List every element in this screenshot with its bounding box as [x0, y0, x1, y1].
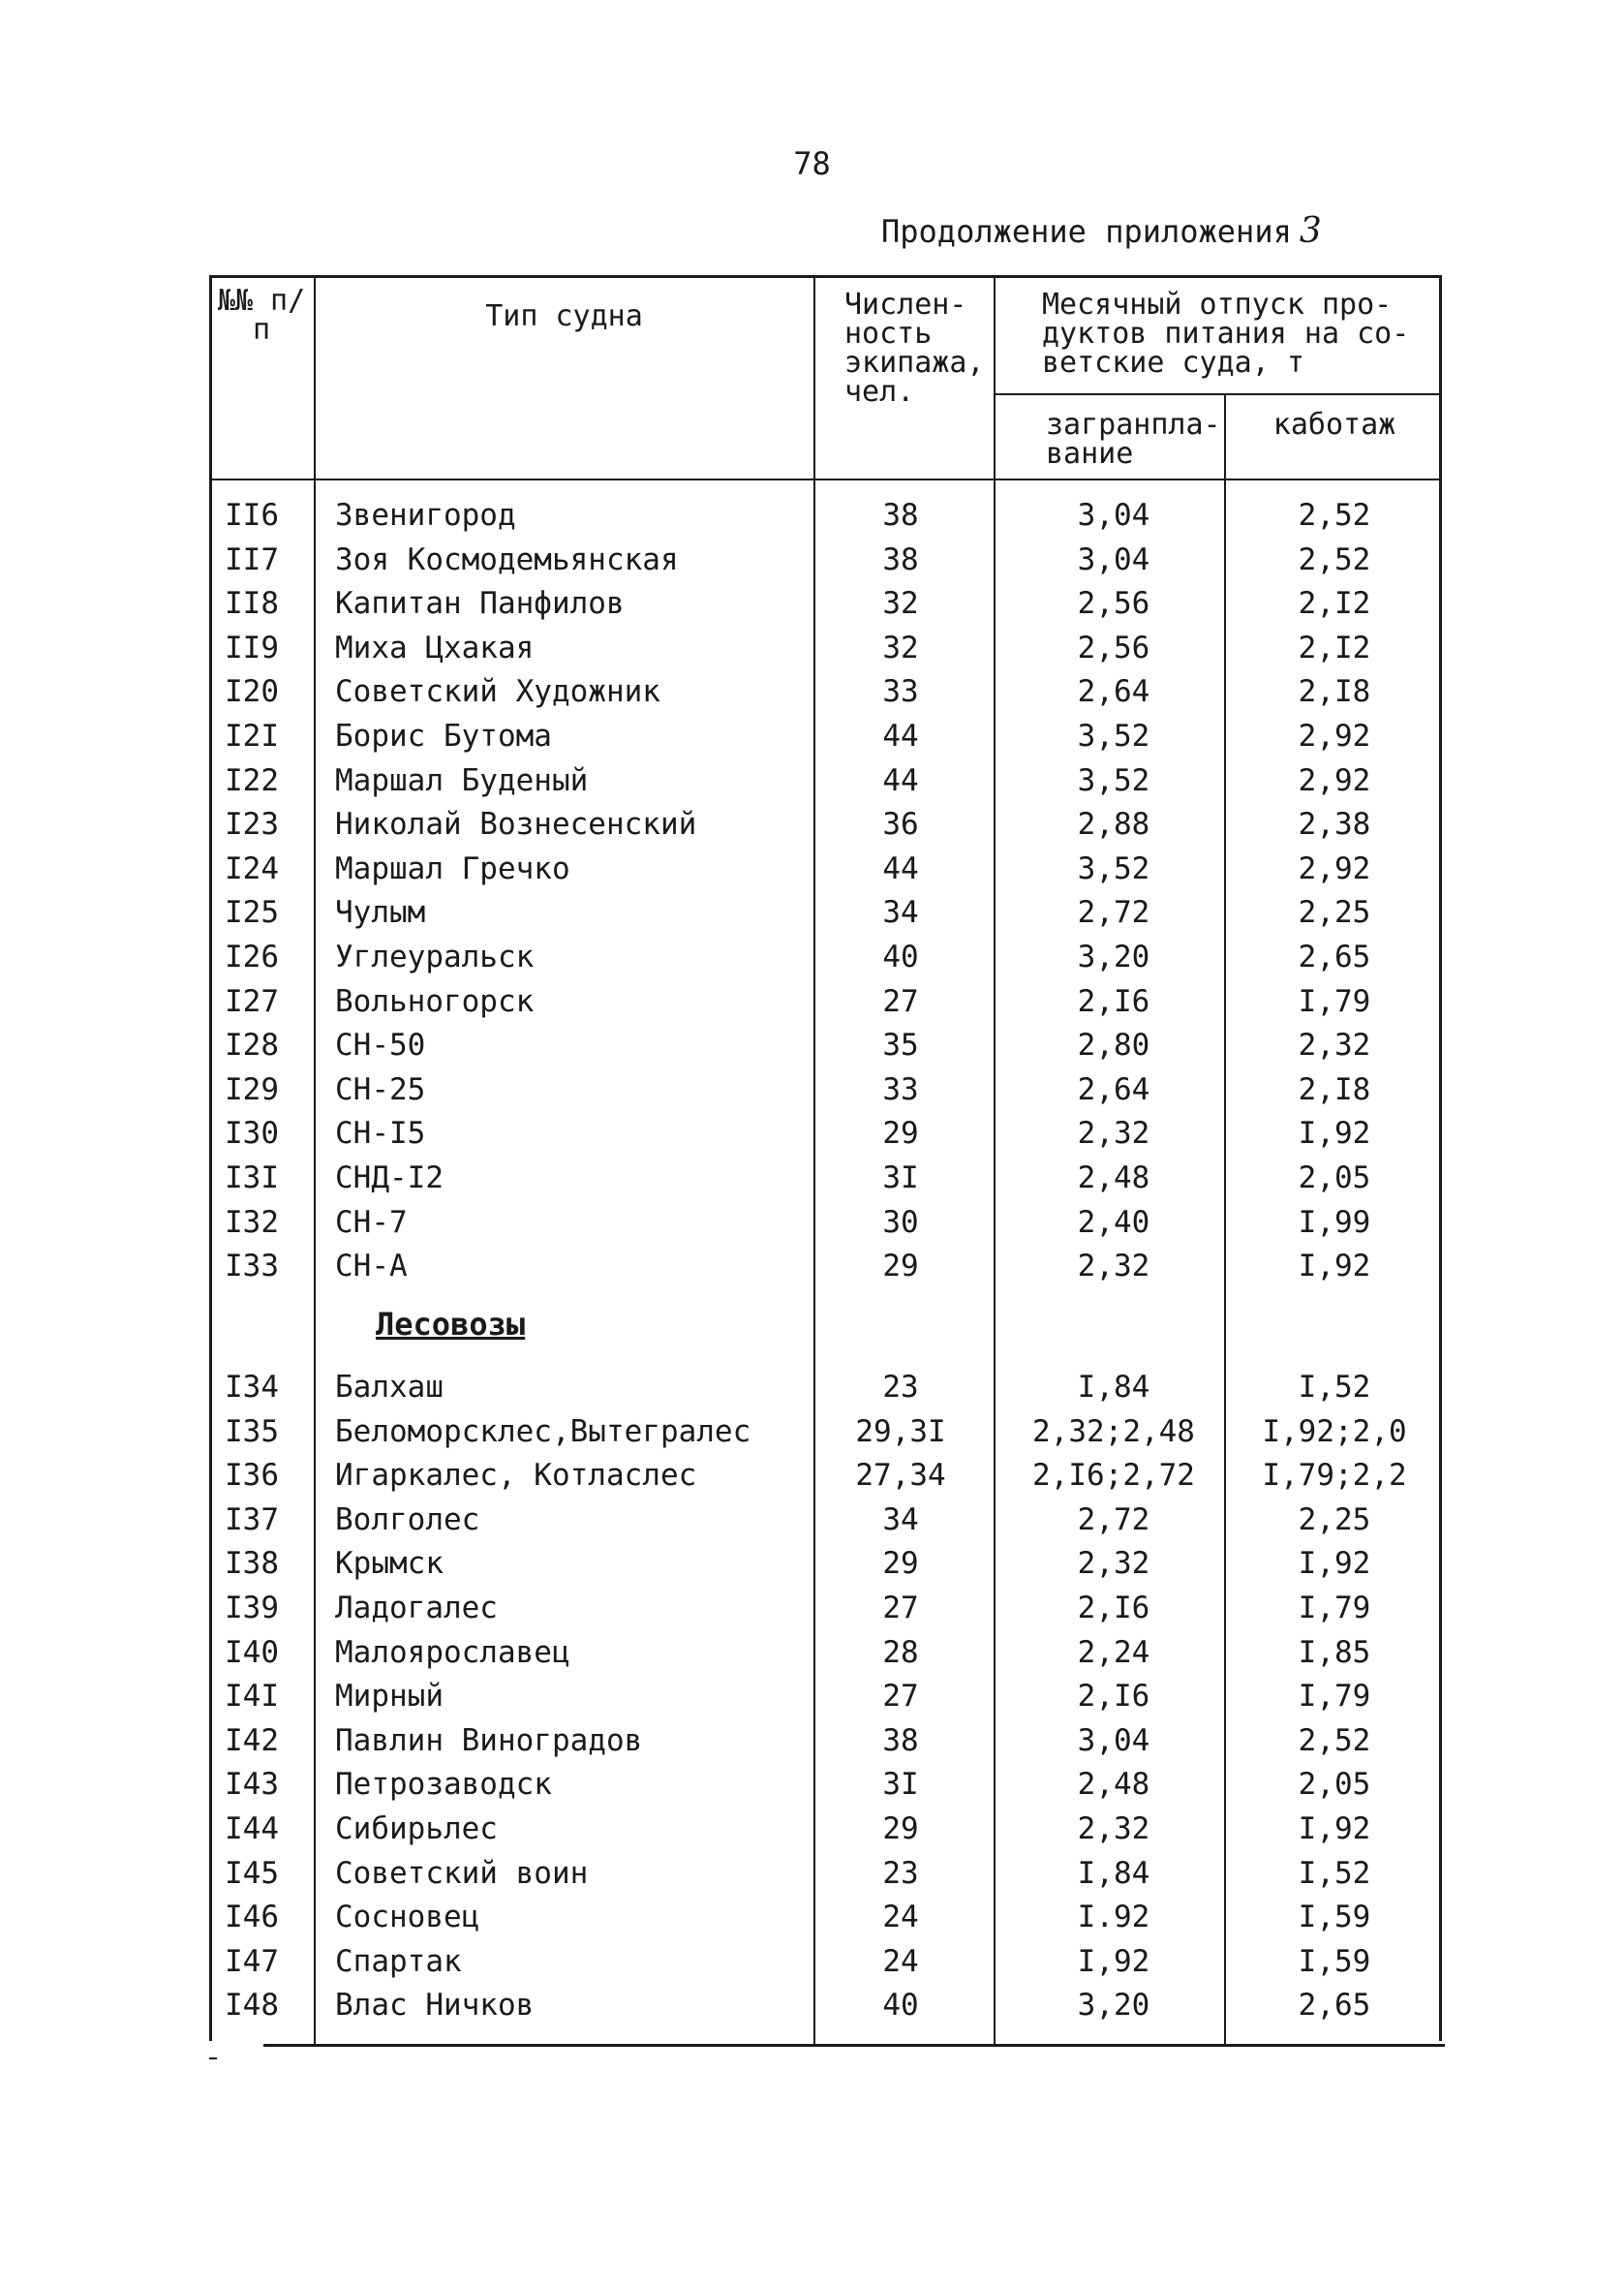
- crew-count: 3I: [882, 1767, 919, 1803]
- coastal-value: I,79: [1298, 983, 1371, 1019]
- ship-name: Советский воин: [335, 1855, 589, 1891]
- crew-count: 24: [882, 1900, 919, 1935]
- ship-name: Малоярославец: [335, 1634, 570, 1670]
- row-number: I34: [225, 1370, 279, 1405]
- ship-name: Сосновец: [335, 1900, 480, 1935]
- abroad-value: I.92: [1077, 1900, 1150, 1935]
- crew-count: 32: [882, 586, 919, 622]
- row-number: I4I: [225, 1679, 279, 1715]
- ship-name: Влас Ничков: [335, 1988, 535, 2024]
- ship-name: СНД-I2: [335, 1160, 444, 1195]
- abroad-value: 3,52: [1077, 719, 1150, 754]
- coastal-value: I,79;2,2: [1262, 1458, 1407, 1494]
- ship-name: Ладогалес: [335, 1591, 498, 1625]
- ship-name: Крымск: [335, 1546, 444, 1582]
- ship-name: СН-I5: [335, 1116, 426, 1152]
- row-number: I24: [225, 850, 279, 886]
- coastal-value: I,92: [1298, 1811, 1371, 1846]
- abroad-value: 3,52: [1077, 850, 1150, 886]
- row-number: I42: [225, 1722, 279, 1758]
- abroad-value: 3,04: [1077, 541, 1150, 577]
- margin-tick: [209, 2057, 217, 2059]
- appendix-number: 3: [1299, 211, 1322, 251]
- abroad-value: 2,32: [1077, 1546, 1150, 1582]
- ship-name: Волголес: [335, 1501, 480, 1537]
- abroad-value: 3,04: [1077, 1722, 1150, 1758]
- header-num: №№ п/п: [217, 284, 306, 347]
- row-number: I27: [225, 983, 279, 1019]
- crew-count: 23: [882, 1855, 919, 1891]
- crew-count: 29: [882, 1811, 919, 1846]
- col-divider: [813, 275, 815, 2044]
- abroad-value: 2,64: [1077, 1071, 1150, 1107]
- crew-count: 35: [882, 1028, 919, 1064]
- abroad-value: 2,72: [1077, 1501, 1150, 1537]
- crew-count: 27,34: [855, 1458, 946, 1494]
- ship-name: Зоя Космодемьянская: [335, 541, 679, 577]
- ship-name: Балхаш: [335, 1370, 444, 1405]
- crew-count: 38: [882, 498, 919, 533]
- abroad-value: I,92: [1077, 1943, 1150, 1979]
- col-divider: [994, 275, 996, 2044]
- crew-count: 29: [882, 1116, 919, 1152]
- header-type: Тип судна: [485, 299, 643, 333]
- row-number: I36: [225, 1458, 279, 1494]
- ship-name: Советский Художник: [335, 674, 660, 710]
- ship-name: Игаркалес, Котласлес: [335, 1458, 697, 1494]
- abroad-value: 2,48: [1077, 1160, 1150, 1195]
- crew-count: 28: [882, 1634, 919, 1670]
- crew-count: 44: [882, 719, 919, 754]
- ship-name: Чулым: [335, 895, 426, 931]
- abroad-value: 2,80: [1077, 1028, 1150, 1064]
- coastal-value: 2,05: [1298, 1160, 1371, 1195]
- ship-name: Капитан Панфилов: [335, 586, 625, 622]
- abroad-value: 3,52: [1077, 762, 1150, 798]
- header-monthly: Месячный отпуск про- дуктов питания на со- ветские суда, т: [1042, 288, 1410, 380]
- coastal-value: I,79: [1298, 1679, 1371, 1715]
- crew-count: 44: [882, 762, 919, 798]
- row-number: I22: [225, 762, 279, 798]
- abroad-value: 3,20: [1077, 940, 1150, 974]
- header-subrule: [994, 393, 1442, 395]
- row-number: I28: [225, 1028, 279, 1064]
- ship-name: Петрозаводск: [335, 1767, 552, 1803]
- abroad-value: 3,04: [1077, 498, 1150, 533]
- coastal-value: 2,52: [1298, 541, 1371, 577]
- crew-count: 27: [882, 1591, 919, 1625]
- crew-count: 24: [882, 1943, 919, 1979]
- coastal-value: I,92;2,0: [1262, 1413, 1407, 1449]
- row-number: I43: [225, 1767, 279, 1803]
- coastal-value: I,59: [1298, 1900, 1371, 1935]
- row-number: I29: [225, 1071, 279, 1107]
- crew-count: 29: [882, 1249, 919, 1284]
- row-number: II9: [225, 630, 279, 665]
- coastal-value: I,52: [1298, 1370, 1371, 1405]
- abroad-value: 2,32;2,48: [1032, 1413, 1195, 1449]
- abroad-value: 2,64: [1077, 674, 1150, 710]
- coastal-value: 2,25: [1298, 895, 1371, 931]
- ship-name: СН-25: [335, 1071, 426, 1107]
- ship-name: СН-А: [335, 1249, 408, 1284]
- abroad-value: 2,I6: [1077, 1591, 1150, 1625]
- row-number: I40: [225, 1634, 279, 1670]
- header-crew: Числен- ность экипажа, чел.: [844, 288, 985, 409]
- header-abroad: загранпла- вание: [1046, 408, 1221, 471]
- crew-count: 34: [882, 895, 919, 931]
- row-number: I30: [225, 1116, 279, 1152]
- coastal-value: 2,I8: [1298, 1071, 1371, 1107]
- ship-name: Беломорсклес,Вытегралес: [335, 1413, 751, 1449]
- crew-count: 29: [882, 1546, 919, 1582]
- ship-name: Миха Цхакая: [335, 630, 535, 665]
- ship-name: Сибирьлес: [335, 1811, 498, 1846]
- row-number: I3I: [225, 1160, 279, 1195]
- row-number: I23: [225, 807, 279, 843]
- coastal-value: 2,92: [1298, 850, 1371, 886]
- crew-count: 40: [882, 940, 919, 974]
- row-number: II6: [225, 498, 279, 533]
- crew-count: 40: [882, 1988, 919, 2024]
- coastal-value: I,85: [1298, 1634, 1371, 1670]
- coastal-value: I,92: [1298, 1546, 1371, 1582]
- row-number: I35: [225, 1413, 279, 1449]
- section-title: Лесовозы: [376, 1306, 526, 1343]
- header-coastal: каботаж: [1272, 408, 1396, 442]
- coastal-value: I,92: [1298, 1249, 1371, 1284]
- coastal-value: 2,52: [1298, 1722, 1371, 1758]
- abroad-value: 2,I6: [1077, 1679, 1150, 1715]
- coastal-value: I,59: [1298, 1943, 1371, 1979]
- row-number: II8: [225, 586, 279, 622]
- crew-count: 34: [882, 1501, 919, 1537]
- crew-count: 23: [882, 1370, 919, 1405]
- crew-count: 27: [882, 983, 919, 1019]
- row-number: I46: [225, 1900, 279, 1935]
- abroad-value: 3,20: [1077, 1988, 1150, 2024]
- coastal-value: 2,65: [1298, 940, 1371, 974]
- page-number: 78: [793, 145, 831, 182]
- coastal-value: 2,I8: [1298, 674, 1371, 710]
- ship-name: Маршал Буденый: [335, 762, 589, 798]
- ship-name: Спартак: [335, 1943, 462, 1979]
- abroad-value: 2,32: [1077, 1249, 1150, 1284]
- row-number: I48: [225, 1988, 279, 2024]
- ship-name: Маршал Гречко: [335, 850, 570, 886]
- abroad-value: 2,48: [1077, 1767, 1150, 1803]
- abroad-value: 2,24: [1077, 1634, 1150, 1670]
- row-number: I45: [225, 1855, 279, 1891]
- ship-name: СН-50: [335, 1028, 426, 1064]
- col-divider: [314, 275, 316, 2044]
- header-bottom-rule: [209, 479, 1442, 480]
- coastal-value: I,52: [1298, 1855, 1371, 1891]
- crew-count: 27: [882, 1679, 919, 1715]
- ship-name: Павлин Виноградов: [335, 1722, 643, 1758]
- crew-count: 3I: [882, 1160, 919, 1195]
- crew-count: 38: [882, 541, 919, 577]
- coastal-value: I,99: [1298, 1204, 1371, 1240]
- row-number: I37: [225, 1501, 279, 1537]
- abroad-value: 2,72: [1077, 895, 1150, 931]
- row-number: I20: [225, 674, 279, 710]
- abroad-value: 2,88: [1077, 807, 1150, 843]
- coastal-value: I,92: [1298, 1116, 1371, 1152]
- continuation-text: Продолжение приложения: [881, 213, 1292, 250]
- ship-name: Мирный: [335, 1679, 444, 1715]
- row-number: II7: [225, 541, 279, 577]
- coastal-value: 2,52: [1298, 498, 1371, 533]
- row-number: I44: [225, 1811, 279, 1846]
- coastal-value: 2,32: [1298, 1028, 1371, 1064]
- abroad-value: 2,32: [1077, 1811, 1150, 1846]
- ship-name: Вольногорск: [335, 983, 535, 1019]
- abroad-value: 2,56: [1077, 586, 1150, 622]
- row-number: I2I: [225, 719, 279, 754]
- abroad-value: I,84: [1077, 1370, 1150, 1405]
- coastal-value: 2,05: [1298, 1767, 1371, 1803]
- ship-name: Звенигород: [335, 498, 516, 533]
- abroad-value: I,84: [1077, 1855, 1150, 1891]
- ship-name: СН-7: [335, 1204, 408, 1240]
- coastal-value: 2,92: [1298, 719, 1371, 754]
- crew-count: 38: [882, 1722, 919, 1758]
- coastal-value: 2,25: [1298, 1501, 1371, 1537]
- ship-name: Борис Бутома: [335, 719, 552, 754]
- crew-count: 33: [882, 1071, 919, 1107]
- coastal-value: 2,I2: [1298, 586, 1371, 622]
- abroad-value: 2,40: [1077, 1204, 1150, 1240]
- abroad-value: 2,32: [1077, 1116, 1150, 1152]
- ship-name: Николай Вознесенский: [335, 807, 697, 843]
- row-number: I25: [225, 895, 279, 931]
- crew-count: 44: [882, 850, 919, 886]
- continuation-caption: [881, 211, 1322, 251]
- coastal-value: 2,38: [1298, 807, 1371, 843]
- abroad-value: 2,I6: [1077, 983, 1150, 1019]
- coastal-value: I,79: [1298, 1591, 1371, 1625]
- crew-count: 36: [882, 807, 919, 843]
- coastal-value: 2,92: [1298, 762, 1371, 798]
- row-number: I39: [225, 1591, 279, 1625]
- row-number: I33: [225, 1249, 279, 1284]
- abroad-value: 2,56: [1077, 630, 1150, 665]
- row-number: I32: [225, 1204, 279, 1240]
- crew-count: 30: [882, 1204, 919, 1240]
- row-number: I47: [225, 1943, 279, 1979]
- table-bottom-rule: [263, 2044, 1445, 2047]
- row-number: I38: [225, 1546, 279, 1582]
- ship-name: Углеуральск: [335, 940, 535, 974]
- crew-count: 32: [882, 630, 919, 665]
- abroad-value: 2,I6;2,72: [1032, 1458, 1195, 1494]
- crew-count: 29,3I: [855, 1413, 946, 1449]
- coastal-value: 2,I2: [1298, 630, 1371, 665]
- coastal-value: 2,65: [1298, 1988, 1371, 2024]
- crew-count: 33: [882, 674, 919, 710]
- row-number: I26: [225, 940, 279, 974]
